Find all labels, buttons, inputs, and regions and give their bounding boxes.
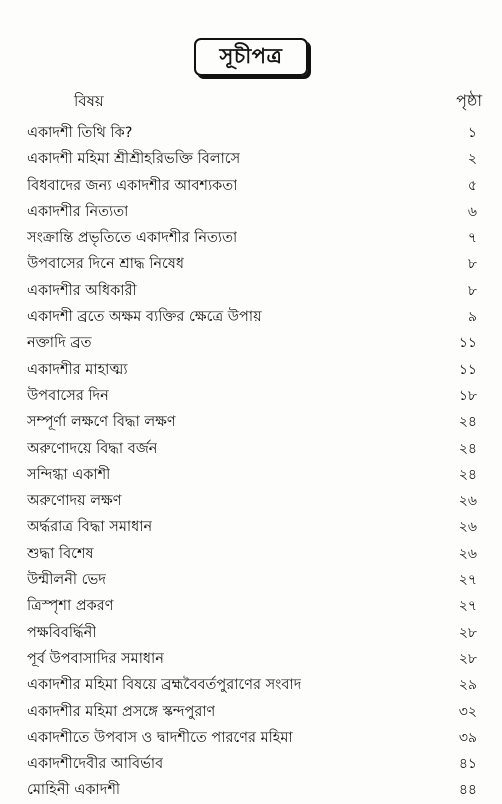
- toc-entry: [27, 751, 477, 777]
- title-box: [194, 38, 308, 76]
- toc-entry: [27, 251, 477, 277]
- toc-entry-title: একাদশীতে উপবাস ও দ্বাদশীতে পারণের মহিমা: [27, 729, 293, 746]
- toc-entry-title: একাদশী তিথি কি?: [27, 125, 133, 141]
- toc-entry-title: একাদশীর নিত্যতা: [27, 203, 129, 220]
- toc-entry-page: ১: [467, 125, 477, 141]
- toc-entry: [27, 278, 477, 304]
- toc-entry: [27, 567, 477, 593]
- toc-entry-page: ৮: [467, 256, 477, 273]
- toc-entry-title: একাদশী ব্রতে অক্ষম ব্যক্তির ক্ষেত্রে উপায়: [27, 309, 262, 326]
- toc-entry-page: ৪১: [458, 756, 477, 773]
- toc-entry-title: অর্দ্ধরাত্র বিদ্ধা সমাধান: [27, 519, 153, 536]
- toc-entry: [27, 146, 477, 172]
- toc-entry: [27, 225, 477, 251]
- toc-entry-page: ২৪: [458, 414, 477, 431]
- toc-entry-page: ১৮: [458, 387, 477, 404]
- toc-entry: [27, 436, 477, 462]
- toc-entry-page: ২৮: [458, 650, 477, 667]
- toc-entry-title: উপবাসের দিনে শ্রাদ্ধ নিষেধ: [27, 256, 184, 273]
- toc-entry-title: ত্রিস্পৃশা প্রকরণ: [27, 598, 114, 615]
- toc-entry-page: ১১: [458, 361, 477, 378]
- toc-entry-page: ৩৯: [458, 729, 477, 746]
- toc-entry: [27, 304, 477, 330]
- toc-entry: [27, 462, 477, 488]
- toc-entry-page: ২৬: [458, 493, 477, 510]
- toc-entry-page: ২৪: [458, 440, 477, 457]
- toc-entry-page: ৭: [467, 230, 477, 247]
- toc-entry-title: একাদশীর মাহাত্ম্য: [27, 361, 128, 378]
- toc-entry-title: বিধবাদের জন্য একাদশীর আবশ্যকতা: [27, 177, 238, 194]
- toc-entry-title: উপবাসের দিন: [27, 387, 109, 404]
- subject-column-header: বিষয়: [74, 92, 104, 110]
- page-column-header: পৃষ্ঠা: [456, 91, 482, 110]
- toc-entry: [27, 541, 477, 567]
- toc-entry-title: সম্পূর্ণা লক্ষণে বিদ্ধা লক্ষণ: [27, 414, 176, 431]
- toc-entry-page: ৯: [467, 309, 477, 326]
- toc-entry: [27, 672, 477, 698]
- toc-entry: [27, 514, 477, 540]
- toc-entry-page: ২৬: [458, 519, 477, 536]
- toc-entry-title: একাদশীর অধিকারী: [27, 282, 137, 299]
- toc-entry: [27, 646, 477, 672]
- toc-entry-title: সন্দিগ্ধা একাশী: [27, 466, 111, 483]
- toc-entry-page: ২৭: [458, 572, 477, 589]
- toc-entry: [27, 699, 477, 725]
- toc-entry: [27, 383, 477, 409]
- toc-list: [27, 120, 477, 804]
- toc-entry-page: ২৪: [458, 466, 477, 483]
- toc-entry-title: পক্ষবিবর্দ্ধিনী: [27, 624, 97, 641]
- toc-entry-title: নক্তাদি ব্রত: [27, 335, 92, 352]
- toc-entry: [27, 488, 477, 514]
- toc-entry: [27, 330, 477, 356]
- toc-entry-title: একাদশীর মহিমা বিষয়ে ব্রহ্মবৈবর্তপুরাণের সংবাদ: [27, 677, 302, 694]
- toc-entry-page: ২৯: [458, 677, 477, 694]
- toc-entry-title: শুদ্ধা বিশেষ: [27, 545, 94, 562]
- toc-entry: [27, 357, 477, 383]
- toc-entry: [27, 409, 477, 435]
- toc-entry: [27, 173, 477, 199]
- toc-entry-title: একাদশীর মহিমা প্রসঙ্গে স্কন্দপুরাণ: [27, 703, 216, 720]
- toc-entry-page: ৫: [467, 177, 477, 194]
- toc-entry-page: ২: [467, 151, 477, 168]
- toc-entry-page: ২৮: [458, 624, 477, 641]
- toc-entry-title: মোহিনী একাদশী: [27, 782, 121, 799]
- toc-entry-page: ৪৪: [458, 782, 477, 799]
- toc-entry-title: পূর্ব উপবাসাদির সমাধান: [27, 650, 164, 667]
- toc-entry-page: ২৬: [458, 545, 477, 562]
- toc-entry-page: ১১: [458, 335, 477, 352]
- toc-entry: [27, 593, 477, 619]
- toc-entry: [27, 120, 477, 146]
- toc-entry-title: অরুণোদয়ে বিদ্ধা বর্জন: [27, 440, 158, 457]
- toc-entry-title: অরুণোদয় লক্ষণ: [27, 493, 122, 510]
- toc-entry-title: উন্মীলনী ভেদ: [27, 572, 106, 589]
- toc-entry-title: একাদশীদেবীর আবির্ভাব: [27, 756, 164, 773]
- toc-entry: [27, 725, 477, 751]
- toc-entry-page: ৮: [467, 282, 477, 299]
- toc-entry-page: ৬: [467, 203, 477, 220]
- toc-entry-title: একাদশী মহিমা শ্রীশ্রীহরিভক্তি বিলাসে: [27, 151, 241, 168]
- toc-entry-page: ৩২: [458, 703, 477, 720]
- page-title: সূচীপত্র: [219, 43, 283, 68]
- toc-entry: [27, 199, 477, 225]
- toc-entry-title: সংক্রান্তি প্রভৃতিতে একাদশীর নিত্যতা: [27, 230, 238, 247]
- toc-entry-page: ২৭: [458, 598, 477, 615]
- toc-entry: [27, 620, 477, 646]
